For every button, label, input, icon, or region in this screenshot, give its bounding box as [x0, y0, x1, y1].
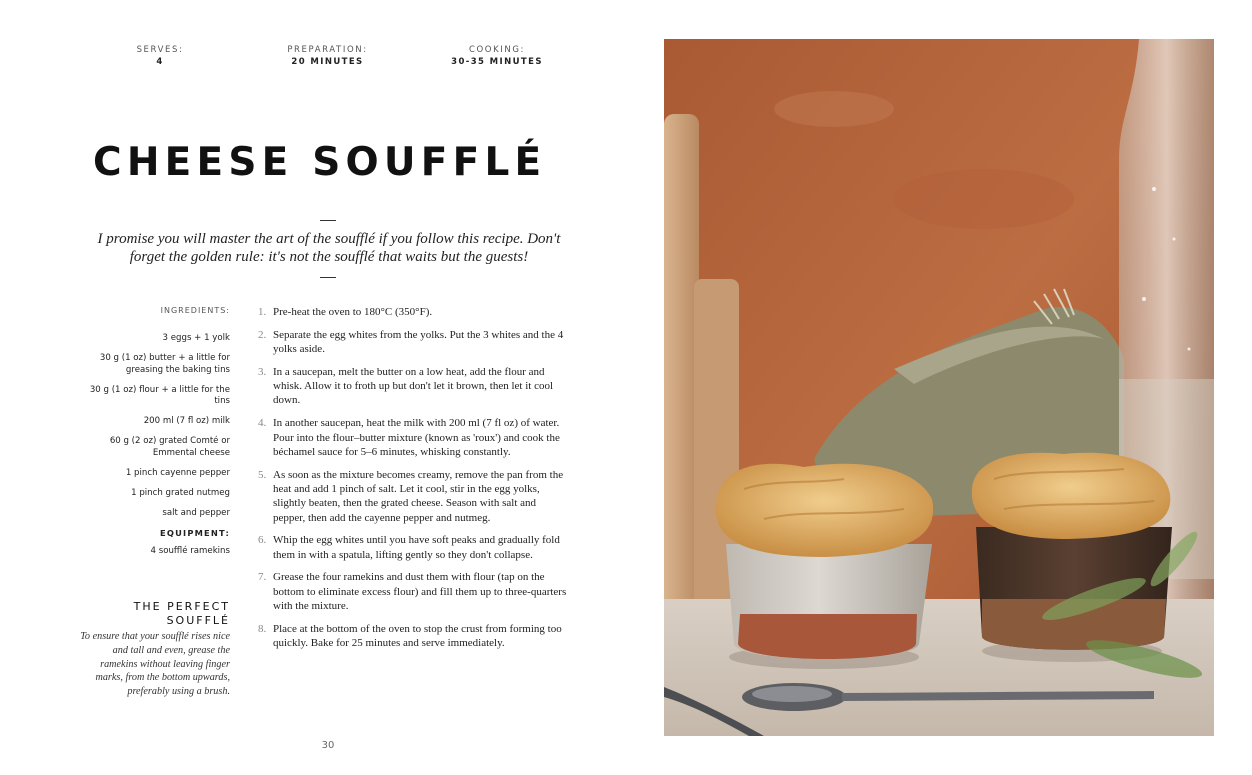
recipe-title: CHEESE SOUFFLÉ: [93, 140, 547, 185]
step-number: 7.: [258, 571, 267, 584]
ingredient-item: 3 eggs + 1 yolk: [162, 333, 230, 343]
step-number: 2.: [258, 328, 267, 341]
step-item: [258, 533, 568, 562]
cooking-info: [438, 45, 556, 67]
ingredients-column: [80, 306, 230, 556]
step-item: [258, 468, 568, 525]
step-item: [258, 570, 568, 613]
right-souffle: [972, 453, 1172, 662]
divider-top: [320, 220, 336, 221]
step-number: 8.: [258, 622, 267, 635]
tip-text: To ensure that your soufflé rises nice and tall and even, grease the ramekins without leaving finger marks, from the bottom upwards, preferably using a brush.: [80, 631, 230, 698]
left-souffle: [716, 464, 933, 669]
cooking-value: 30-35 MINUTES: [451, 57, 543, 67]
equipment-heading: EQUIPMENT:: [159, 527, 230, 538]
step-text: Separate the egg whites from the yolks. Put the 3 whites and the 4 yolks aside.: [273, 328, 564, 356]
step-text: In another saucepan, heat the milk with 200 ml (7 fl oz) of water. Pour into the flour–butter mixture (known as 'roux') and cook the béchamel sauce for 5–6 minutes, whisking constantly.: [273, 417, 560, 458]
ingredient-item: salt and pepper: [162, 507, 230, 518]
step-number: 4.: [258, 417, 267, 430]
ingredient-item: 200 ml (7 fl oz) milk: [143, 416, 230, 426]
tip-box: [80, 600, 230, 699]
step-text: Pre-heat the oven to 180°C (350°F).: [273, 306, 433, 318]
step-item: [258, 365, 568, 408]
serves-label: SERVES:: [136, 45, 184, 55]
preparation-label: PREPARATION:: [287, 45, 368, 55]
recipe-intro: I promise you will master the art of the soufflé if you follow this recipe. Don't forget the golden rule: it's not the soufflé that waits but the guests!: [97, 231, 561, 265]
step-number: 6.: [258, 534, 267, 547]
souffle-photo: [664, 39, 1214, 736]
step-item: [258, 305, 568, 319]
ingredient-item: 30 g (1 oz) butter + a little for greasing the baking tins: [99, 353, 230, 375]
step-text: Whip the egg whites until you have soft peaks and gradually fold them in with a spatula, lifting gently so they don't collapse.: [273, 534, 560, 561]
cooking-label: COOKING:: [468, 45, 525, 55]
method-steps: [258, 305, 568, 659]
step-number: 1.: [258, 306, 267, 318]
step-item: [258, 622, 568, 651]
serves-info: [120, 45, 200, 67]
equipment-item: 4 soufflé ramekins: [150, 545, 230, 556]
step-number: 5.: [258, 468, 267, 481]
preparation-value: 20 MINUTES: [291, 57, 364, 67]
step-item: [258, 328, 568, 357]
ingredient-item: 1 pinch grated nutmeg: [131, 487, 230, 498]
serves-value: 4: [156, 57, 164, 67]
ingredient-item: 30 g (1 oz) flour + a little for the tins: [89, 384, 230, 406]
preparation-info: [270, 45, 385, 67]
step-item: [258, 416, 568, 459]
page-number: 30: [321, 740, 335, 751]
divider-bottom: [320, 277, 336, 278]
ingredients-heading: INGREDIENTS:: [160, 306, 230, 315]
step-text: Grease the four ramekins and dust them with flour (tap on the bottom to eliminate excess flour) and fill them up to three-quarters with the mixture.: [273, 571, 567, 613]
step-text: As soon as the mixture becomes creamy, remove the pan from the heat and add 1 pinch of salt. Let it cool, stir in the egg yolks, slightly beaten, then the grated cheese. Season with salt and pepper, then add the cayenne pepper and nutmeg.: [273, 468, 564, 524]
ingredient-item: 1 pinch cayenne pepper: [125, 467, 230, 478]
step-number: 3.: [258, 365, 267, 378]
tip-heading: THE PERFECT SOUFFLÉ: [133, 600, 230, 627]
step-text: In a saucepan, melt the butter on a low heat, add the flour and whisk. Allow it to froth up but don't let it brown, then let it cool down.: [273, 365, 554, 407]
ingredient-item: 60 g (2 oz) grated Comté or Emmental cheese: [109, 436, 230, 458]
step-text: Place at the bottom of the oven to stop the crust from forming too quickly. Bake for 25 minutes and serve immediately.: [273, 622, 562, 650]
